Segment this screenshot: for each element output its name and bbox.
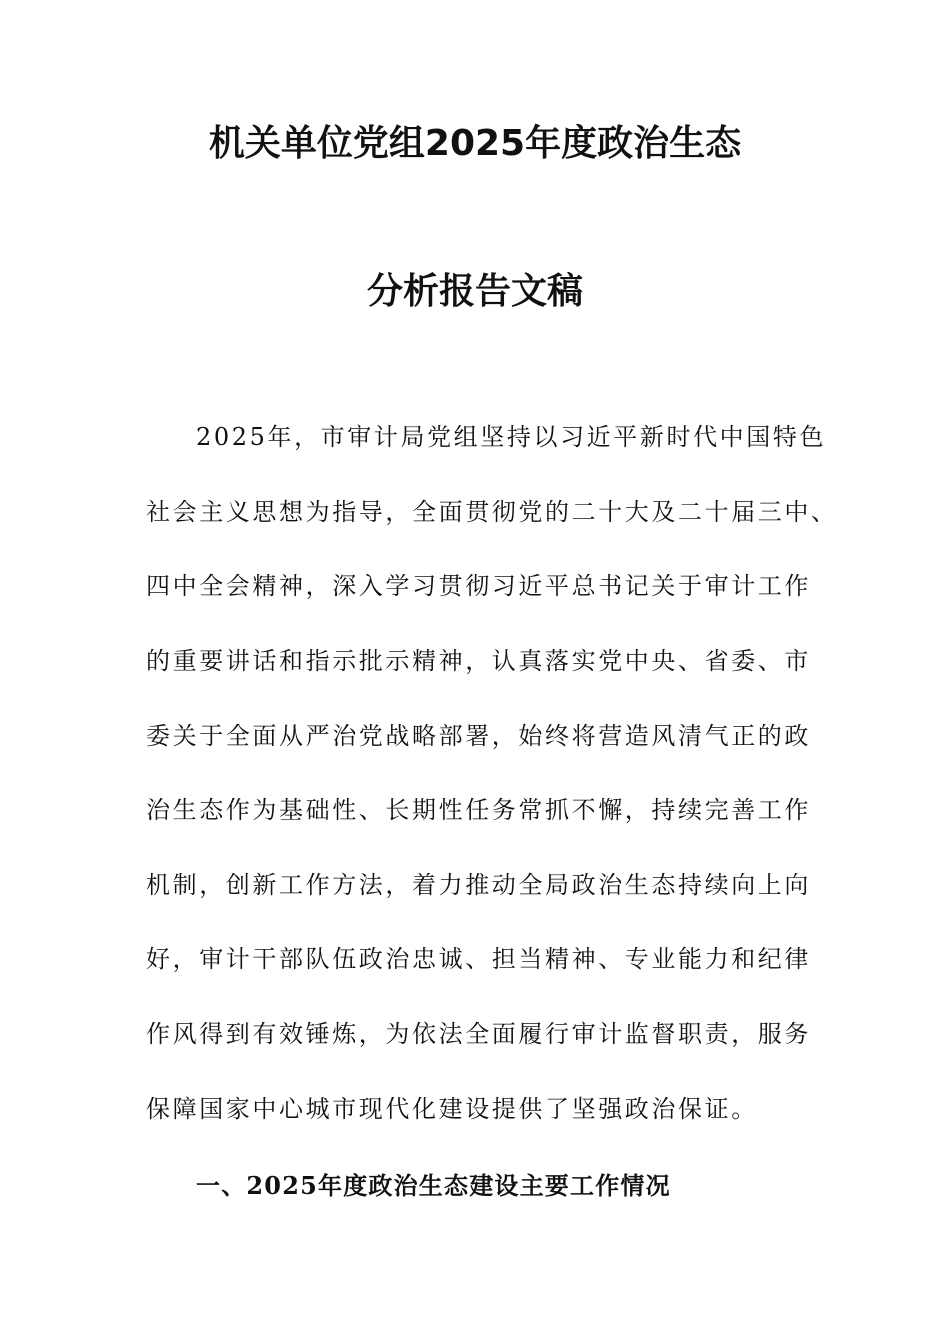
paragraph-line: 四中全会精神，深入学习贯彻习近平总书记关于审计工作 <box>146 572 811 600</box>
section-heading: 一、2025年度政治生态建设主要工作情况 <box>196 1171 671 1200</box>
paragraph-line: 机制，创新工作方法，着力推动全局政治生态持续向上向 <box>146 871 811 899</box>
paragraph-line: 好，审计干部队伍政治忠诚、担当精神、专业能力和纪律 <box>146 945 811 973</box>
paragraph-line: 的重要讲话和指示批示精神，认真落实党中央、省委、市 <box>146 647 811 675</box>
document-title-line-1: 机关单位党组2025年度政治生态 <box>208 123 742 164</box>
paragraph-line: 委关于全面从严治党战略部署，始终将营造风清气正的政 <box>146 722 811 750</box>
paragraph-line: 治生态作为基础性、长期性任务常抓不懈，持续完善工作 <box>146 796 811 824</box>
paragraph-line: 保障国家中心城市现代化建设提供了坚强政治保证。 <box>146 1095 758 1123</box>
paragraph-line: 2025年，市审计局党组坚持以习近平新时代中国特色 <box>196 423 827 451</box>
paragraph-line: 社会主义思想为指导，全面贯彻党的二十大及二十届三中、 <box>146 498 838 526</box>
paragraph-line: 作风得到有效锤炼，为依法全面履行审计监督职责，服务 <box>146 1020 811 1048</box>
document-title-line-2: 分析报告文稿 <box>366 271 583 312</box>
